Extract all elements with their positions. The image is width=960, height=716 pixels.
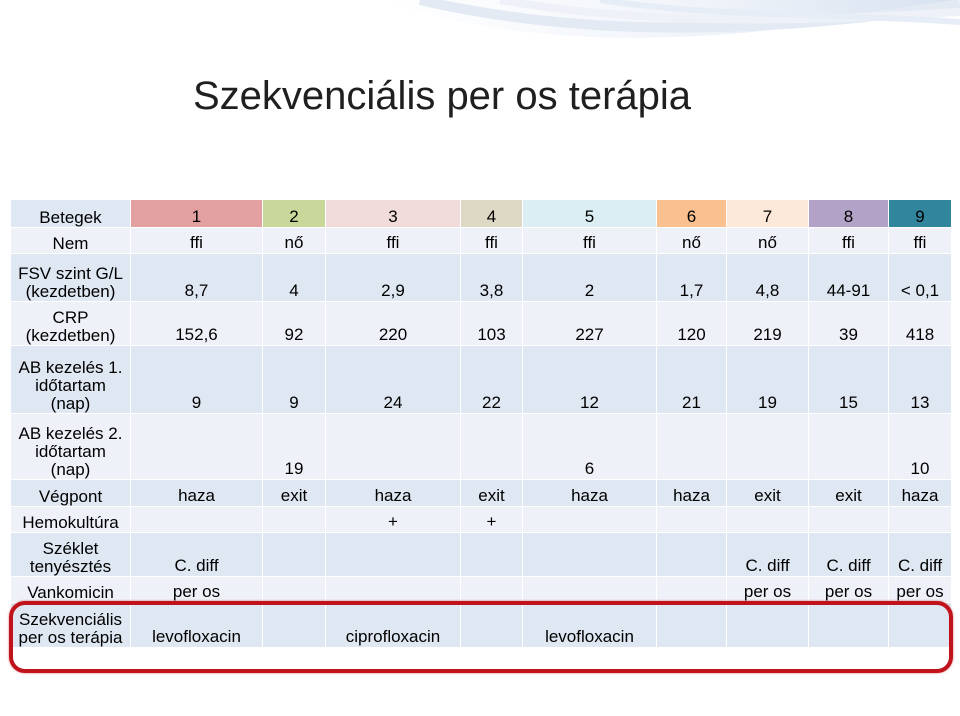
- table-cell: [657, 414, 727, 480]
- row-label: Széklet tenyésztés: [11, 533, 131, 577]
- table-cell: levofloxacin: [523, 603, 657, 648]
- row-label: Szekvenciális per os terápia: [11, 603, 131, 648]
- table-cell: [657, 577, 727, 603]
- table-cell: [461, 533, 523, 577]
- row-label: CRP (kezdetben): [11, 302, 131, 346]
- table-cell: 9: [263, 346, 326, 414]
- table-row-hemokultura: [11, 507, 952, 533]
- table-cell: 92: [263, 302, 326, 346]
- table-row-szeklet: [11, 533, 952, 577]
- table-cell: C. diff: [889, 533, 952, 577]
- table-cell: 39: [809, 302, 889, 346]
- table-cell: [727, 414, 809, 480]
- decorative-swoosh: [0, 0, 960, 60]
- table-cell: exit: [461, 480, 523, 507]
- table-cell: 227: [523, 302, 657, 346]
- table-cell: 2,9: [326, 254, 461, 302]
- table-cell: < 0,1: [889, 254, 952, 302]
- table-cell: per os: [889, 577, 952, 603]
- table-cell: nő: [657, 228, 727, 254]
- patient-header: 7: [727, 200, 809, 228]
- table-cell: haza: [131, 480, 263, 507]
- patient-header: 2: [263, 200, 326, 228]
- table-cell: [889, 507, 952, 533]
- table-cell: exit: [263, 480, 326, 507]
- table-cell: [326, 577, 461, 603]
- table-cell: 21: [657, 346, 727, 414]
- table-cell: 6: [523, 414, 657, 480]
- table-cell: ffi: [461, 228, 523, 254]
- row-label: Végpont: [11, 480, 131, 507]
- table-cell: haza: [657, 480, 727, 507]
- table-cell: [263, 533, 326, 577]
- table-cell: 19: [263, 414, 326, 480]
- table-cell: ffi: [889, 228, 952, 254]
- table-cell: [326, 533, 461, 577]
- table-row-ab2: [11, 414, 952, 480]
- table-cell: [131, 414, 263, 480]
- table-cell: [263, 577, 326, 603]
- table-cell: 44-91: [809, 254, 889, 302]
- table-cell: 219: [727, 302, 809, 346]
- table-cell: [131, 507, 263, 533]
- table-cell: 19: [727, 346, 809, 414]
- table-cell: ffi: [809, 228, 889, 254]
- table-cell: per os: [809, 577, 889, 603]
- table-row-betegek: [11, 200, 952, 228]
- table-cell: haza: [523, 480, 657, 507]
- row-label: Hemokultúra: [11, 507, 131, 533]
- patient-header: 9: [889, 200, 952, 228]
- patient-header: 5: [523, 200, 657, 228]
- table-cell: 152,6: [131, 302, 263, 346]
- table-row-nem: [11, 228, 952, 254]
- table-cell: per os: [131, 577, 263, 603]
- table-cell: exit: [727, 480, 809, 507]
- table-cell: 418: [889, 302, 952, 346]
- table-cell: [461, 577, 523, 603]
- table-cell: [326, 414, 461, 480]
- table-cell: 4: [263, 254, 326, 302]
- table-cell: [263, 507, 326, 533]
- table-cell: [657, 507, 727, 533]
- row-label: FSV szint G/L (kezdetben): [11, 254, 131, 302]
- table-cell: per os: [727, 577, 809, 603]
- table-cell: ffi: [131, 228, 263, 254]
- row-label: Vankomicin: [11, 577, 131, 603]
- table-cell: [657, 533, 727, 577]
- table-cell: 2: [523, 254, 657, 302]
- table-cell: C. diff: [131, 533, 263, 577]
- table-cell: 15: [809, 346, 889, 414]
- table-cell: haza: [326, 480, 461, 507]
- table-cell: 3,8: [461, 254, 523, 302]
- table-cell: [523, 533, 657, 577]
- table-cell: C. diff: [727, 533, 809, 577]
- table-row-vankomicin: [11, 577, 952, 603]
- table-cell: 9: [131, 346, 263, 414]
- table-cell: 13: [889, 346, 952, 414]
- table-cell: haza: [889, 480, 952, 507]
- patient-header: 1: [131, 200, 263, 228]
- table-row-fsv: [11, 254, 952, 302]
- table-cell: nő: [263, 228, 326, 254]
- table-cell: 220: [326, 302, 461, 346]
- table-cell: ciprofloxacin: [326, 603, 461, 648]
- table-cell: 8,7: [131, 254, 263, 302]
- table-cell: [809, 414, 889, 480]
- patient-header: 3: [326, 200, 461, 228]
- patient-header: 4: [461, 200, 523, 228]
- table-cell: 10: [889, 414, 952, 480]
- table-cell: nő: [727, 228, 809, 254]
- table-row-ab1: [11, 346, 952, 414]
- table-cell: [809, 507, 889, 533]
- patient-table: [10, 199, 952, 648]
- patient-header: 6: [657, 200, 727, 228]
- table-cell: 12: [523, 346, 657, 414]
- table-cell: +: [461, 507, 523, 533]
- table-cell: 120: [657, 302, 727, 346]
- table-cell: +: [326, 507, 461, 533]
- table-cell: levofloxacin: [131, 603, 263, 648]
- table-cell: 4,8: [727, 254, 809, 302]
- patient-header: 8: [809, 200, 889, 228]
- table-cell: 24: [326, 346, 461, 414]
- row-label: Nem: [11, 228, 131, 254]
- row-label: Betegek: [11, 200, 131, 228]
- table-row-vegpont: [11, 480, 952, 507]
- table-cell: exit: [809, 480, 889, 507]
- table-cell: ffi: [523, 228, 657, 254]
- table-cell: 22: [461, 346, 523, 414]
- table-cell: ffi: [326, 228, 461, 254]
- table-cell: [461, 414, 523, 480]
- table-cell: 1,7: [657, 254, 727, 302]
- row-label: AB kezelés 1. időtartam (nap): [11, 346, 131, 414]
- page-title: Szekvenciális per os terápia: [193, 74, 692, 118]
- table-cell: C. diff: [809, 533, 889, 577]
- row-label: AB kezelés 2. időtartam (nap): [11, 414, 131, 480]
- table-cell: 103: [461, 302, 523, 346]
- table-cell: [523, 577, 657, 603]
- table-cell: [727, 507, 809, 533]
- table-cell: [523, 507, 657, 533]
- table-row-crp: [11, 302, 952, 346]
- highlight-frame: [9, 601, 953, 673]
